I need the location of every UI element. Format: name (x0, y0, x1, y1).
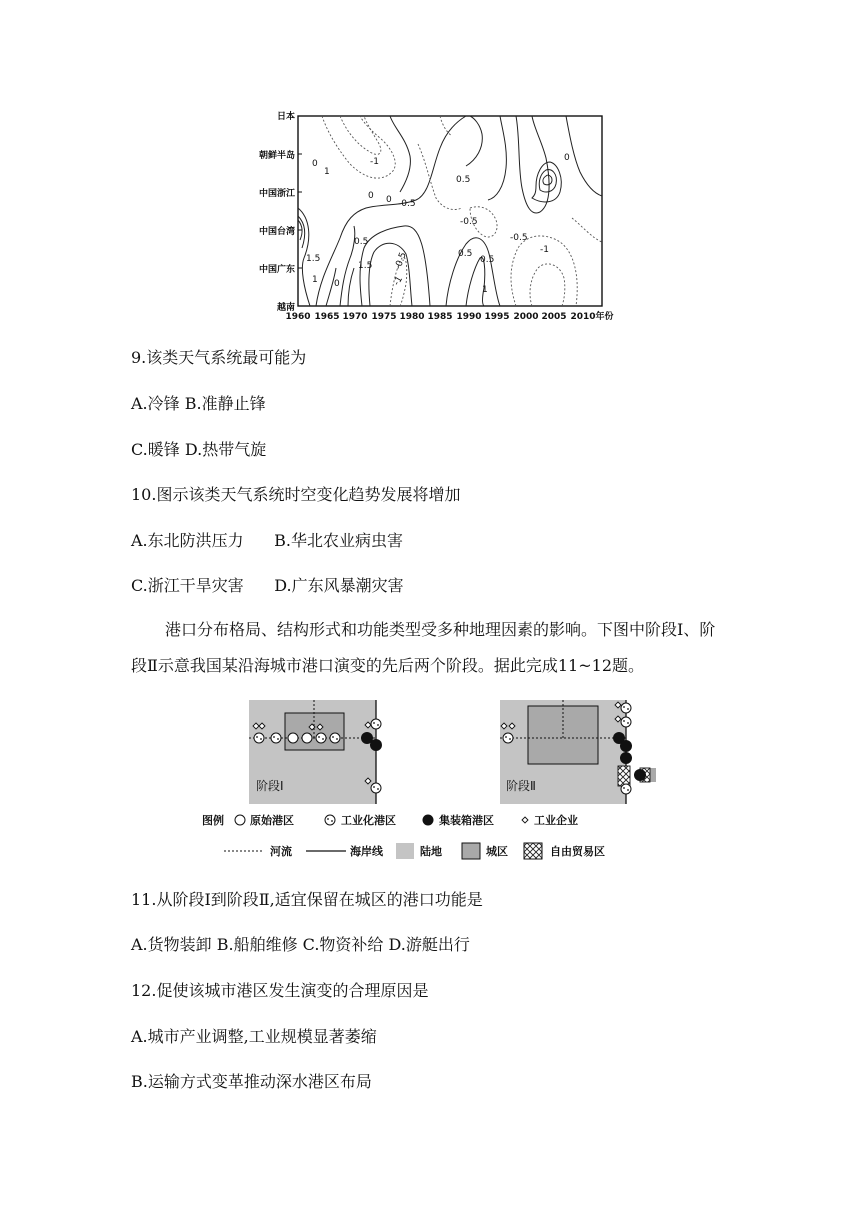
legend-river: 河流 (270, 845, 292, 858)
contour-value: 0.5 (458, 249, 473, 259)
contour-value: 1.5 (358, 261, 373, 271)
contour-chart (258, 108, 620, 324)
contour-value: 0.5 (480, 255, 495, 265)
passage (131, 612, 731, 684)
contour-value: 0.5 (354, 237, 369, 247)
x-label-1970: 1970 (342, 312, 368, 322)
x-label-1995: 1995 (484, 312, 510, 322)
x-label-1965: 1965 (314, 312, 340, 322)
contour-value: 0.5 (456, 175, 471, 185)
passage-text: 港口分布格局、结构形式和功能类型受多种地理因素的影响。下图中阶段Ⅰ、阶段Ⅱ示意我国某沿海城市港口演变的先后两个阶段。据此完成11~12题。 (131, 620, 716, 675)
x-label-1980: 1980 (399, 312, 425, 322)
stage1-map (249, 700, 382, 804)
contour-value: 0 (564, 153, 570, 163)
x-label-1960: 1960 (285, 312, 311, 322)
y-label-zhejiang: 中国浙江 (258, 189, 295, 199)
contour-value: -1 (370, 157, 379, 167)
y-label-korea: 朝鲜半岛 (258, 151, 295, 161)
q9-stem: 9.该类天气系统最可能为 (131, 348, 307, 367)
contour-value: -1 (391, 274, 406, 288)
contour-value: -1 (540, 245, 549, 255)
legend-title: 图例 (202, 814, 224, 827)
contour-dashed-lines (322, 116, 602, 306)
x-label-1975: 1975 (371, 312, 397, 322)
contour-value: 1 (482, 285, 488, 295)
contour-value: 0 (312, 159, 318, 169)
legend-ftz: 自由贸易区 (550, 845, 605, 858)
legend-industrial-enterprise: 工业企业 (534, 814, 578, 827)
x-label-2005: 2005 (541, 312, 567, 322)
y-label-taiwan: 中国台湾 (258, 227, 295, 237)
contour-value: 0 (368, 191, 374, 201)
legend-container-port: 集装箱港区 (439, 814, 494, 827)
q10-options-1: A.东北防洪压力 B.华北农业病虫害 (131, 531, 404, 550)
q12-option-b: B.运输方式变革推动深水港区布局 (131, 1072, 372, 1091)
contour-value: 1 (312, 275, 318, 285)
stage2-label: 阶段Ⅱ (506, 779, 536, 793)
legend-urban: 城区 (486, 845, 508, 858)
contour-value: -0.5 (510, 233, 528, 243)
q9-options-1: A.冷锋 B.准静止锋 (131, 394, 266, 413)
contour-value: 0 (334, 279, 340, 289)
contour-value: 0 (386, 195, 392, 205)
q11-stem: 11.从阶段Ⅰ到阶段Ⅱ,适宜保留在城区的港口功能是 (131, 890, 483, 909)
q12-option-a: A.城市产业调整,工业规模显著萎缩 (131, 1027, 377, 1046)
contour-value: -0.5 (460, 217, 478, 227)
contour-value: -0.5 (398, 199, 416, 209)
port-evolution-figure (200, 696, 660, 866)
contour-value: -0.5 (393, 251, 409, 272)
x-label-2010: 2010年份 (570, 312, 614, 322)
x-label-1990: 1990 (456, 312, 482, 322)
stage2-map (500, 700, 656, 804)
y-label-vietnam: 越南 (276, 303, 295, 313)
contour-lines (298, 116, 602, 306)
legend-coastline: 海岸线 (350, 845, 383, 858)
q12-stem: 12.促使该城市港区发生演变的合理原因是 (131, 981, 429, 1000)
contour-value: 1 (324, 167, 330, 177)
contour-value: 1.5 (306, 254, 321, 264)
y-label-japan: 日本 (276, 112, 295, 122)
legend-land: 陆地 (420, 845, 442, 858)
q10-stem: 10.图示该类天气系统时空变化趋势发展将增加 (131, 485, 461, 504)
q10-options-2: C.浙江干旱灾害 D.广东风暴潮灾害 (131, 576, 404, 595)
q11-options: A.货物装卸 B.船舶维修 C.物资补给 D.游艇出行 (131, 935, 470, 954)
x-label-2000: 2000 (513, 312, 539, 322)
y-label-guangdong: 中国广东 (258, 265, 295, 275)
x-label-1985: 1985 (427, 312, 453, 322)
legend (202, 813, 605, 859)
stage1-label: 阶段Ⅰ (256, 779, 284, 793)
legend-industrial-port: 工业化港区 (341, 814, 396, 827)
legend-original-port: 原始港区 (250, 814, 294, 827)
q9-options-2: C.暖锋 D.热带气旋 (131, 440, 267, 459)
